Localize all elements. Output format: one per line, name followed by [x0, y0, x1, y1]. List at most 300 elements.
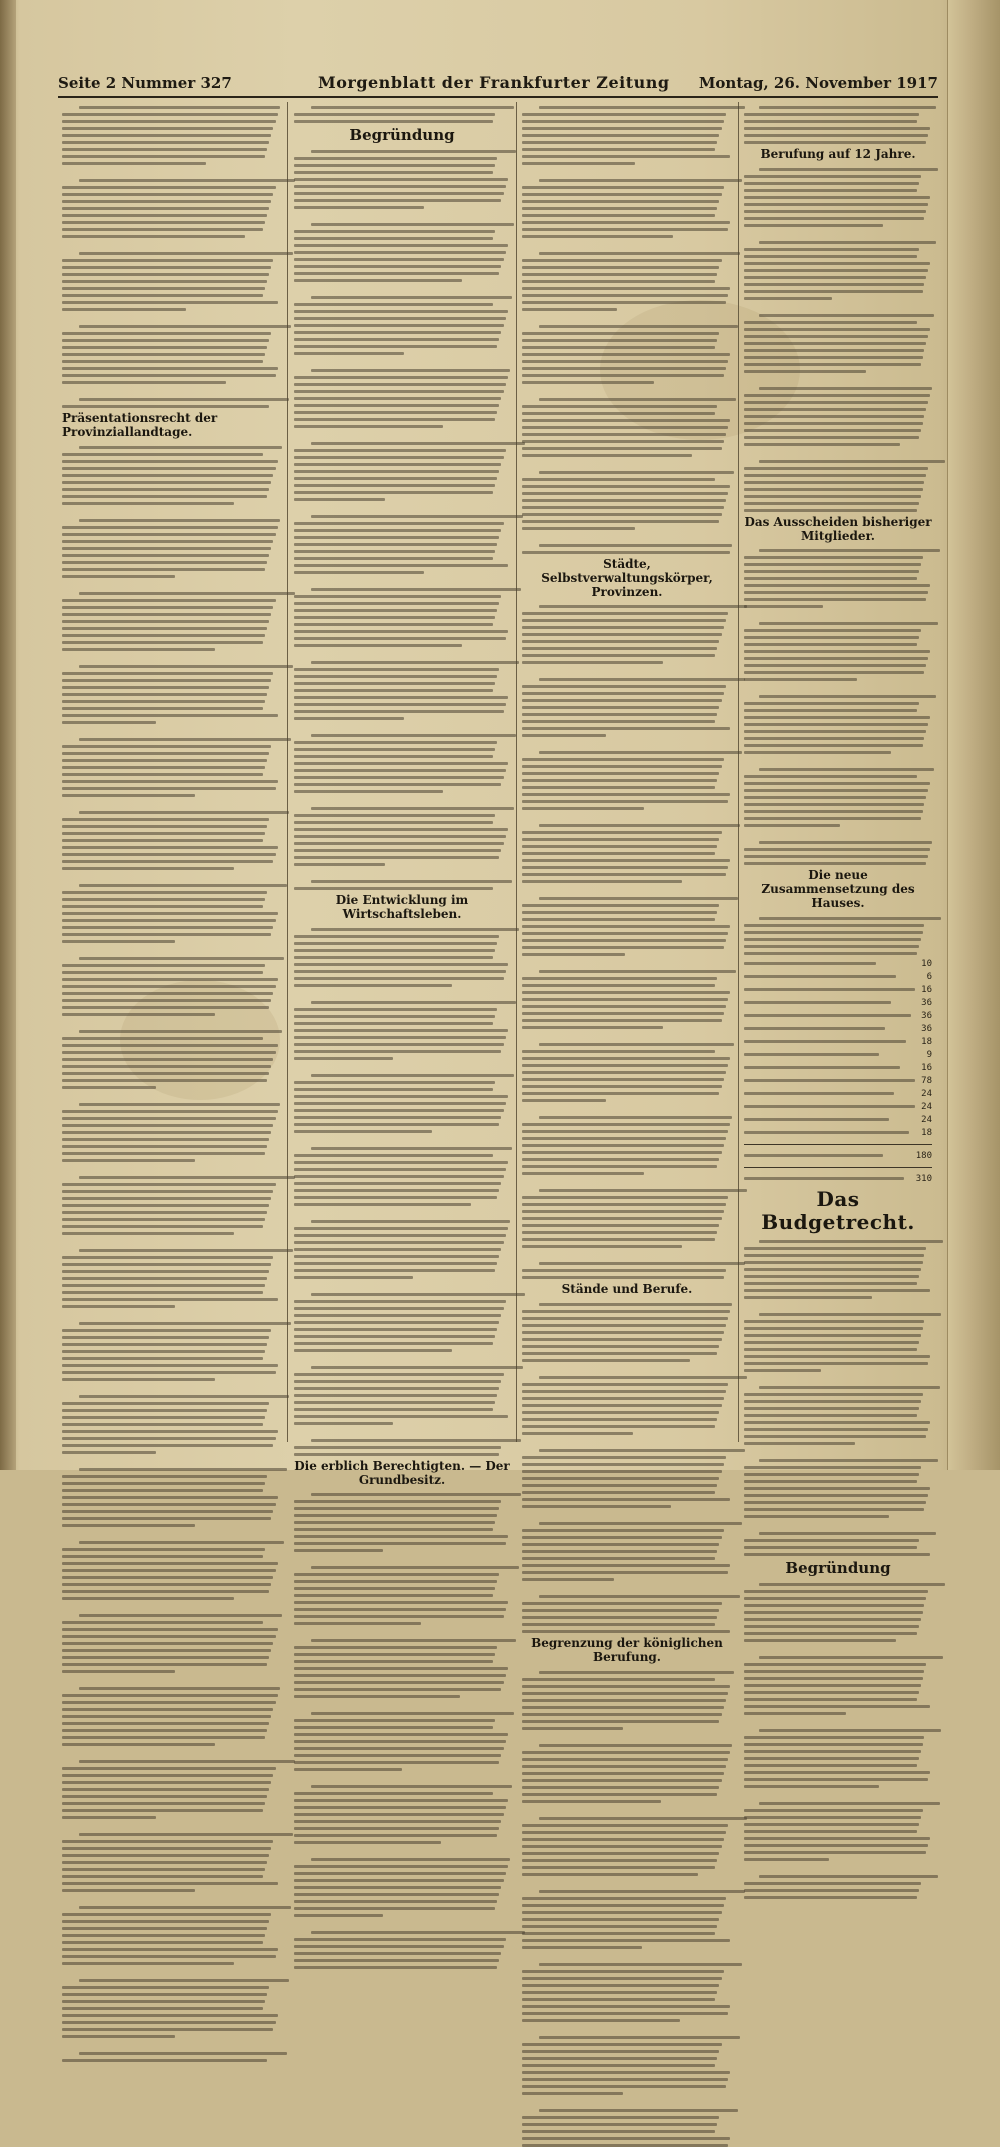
text-line — [62, 1736, 265, 1739]
text-line — [62, 1774, 273, 1777]
text-line — [62, 818, 269, 821]
text-line — [522, 440, 724, 443]
text-line — [522, 1151, 722, 1154]
text-line — [522, 2078, 728, 2081]
text-line — [62, 1503, 276, 1506]
text-line — [522, 1623, 715, 1626]
text-line — [62, 339, 269, 342]
text-line — [522, 141, 717, 144]
text-line — [311, 588, 521, 591]
text-line — [522, 294, 728, 297]
text-line — [744, 1882, 921, 1885]
text-line — [294, 1314, 501, 1317]
text-line — [62, 346, 267, 349]
text-line — [62, 134, 271, 137]
text-line — [294, 1594, 493, 1597]
table-count: 16 — [921, 984, 932, 995]
section-heading: Die Entwicklung im Wirtschaftsleben. — [335, 893, 469, 922]
text-line — [522, 984, 715, 987]
text-line — [522, 367, 726, 370]
text-line — [522, 1529, 724, 1532]
text-line — [294, 1123, 499, 1126]
paragraph-gap — [744, 758, 932, 764]
text-line — [522, 235, 673, 238]
text-line — [62, 374, 276, 377]
text-line — [294, 1057, 393, 1060]
text-line — [744, 1289, 930, 1292]
text-line — [294, 397, 501, 400]
text-line — [294, 1573, 499, 1576]
text-line — [294, 1241, 504, 1244]
text-line — [522, 1699, 726, 1702]
text-line — [759, 1802, 939, 1805]
text-line — [522, 911, 717, 914]
text-line — [522, 1484, 717, 1487]
text-line — [744, 1341, 919, 1344]
text-line — [744, 1597, 926, 1600]
text-line — [522, 626, 724, 629]
text-line — [744, 1736, 924, 1739]
text-line — [522, 845, 717, 848]
text-line — [62, 1913, 271, 1916]
text-line — [522, 1630, 730, 1633]
text-line — [294, 571, 424, 574]
text-line — [522, 1196, 728, 1199]
text-line — [744, 1027, 885, 1030]
text-line — [62, 780, 278, 783]
text-line — [62, 839, 263, 842]
text-line — [522, 1536, 722, 1539]
text-line — [522, 1720, 719, 1723]
text-line — [79, 1395, 288, 1398]
text-line — [522, 1751, 730, 1754]
paragraph-gap — [522, 1953, 732, 1959]
text-line — [294, 244, 508, 247]
text-line — [522, 758, 724, 761]
text-line — [744, 1487, 930, 1490]
text-line — [294, 1834, 497, 1837]
text-line — [294, 317, 506, 320]
text-line — [294, 828, 508, 831]
text-line — [539, 1890, 745, 1893]
paragraph-gap — [294, 1429, 510, 1435]
text-line — [311, 515, 523, 518]
text-line — [294, 352, 404, 355]
text-line — [62, 495, 267, 498]
text-line — [311, 807, 514, 810]
text-line — [539, 179, 743, 182]
text-line — [62, 214, 267, 217]
text-line — [759, 1875, 938, 1878]
paragraph-gap — [522, 1439, 732, 1445]
text-block — [744, 917, 932, 955]
table-count: 6 — [926, 971, 932, 982]
text-line — [744, 855, 928, 858]
text-line — [62, 1986, 269, 1989]
text-line — [744, 502, 919, 505]
text-line — [294, 790, 443, 793]
text-line — [522, 273, 717, 276]
text-line — [744, 217, 924, 220]
text-line — [744, 509, 917, 512]
text-line — [522, 706, 719, 709]
text-line — [294, 185, 506, 188]
text-line — [311, 1439, 521, 1442]
text-line — [294, 1161, 508, 1164]
text-line — [744, 1442, 855, 1445]
text-line — [744, 1618, 921, 1621]
text-line — [744, 1369, 821, 1372]
text-line — [522, 551, 730, 554]
paragraph-gap — [294, 724, 510, 730]
text-line — [62, 1517, 271, 1520]
text-line — [759, 106, 936, 109]
text-line — [294, 1653, 495, 1656]
text-line — [522, 1793, 717, 1796]
text-line — [79, 1249, 293, 1252]
text-line — [744, 1480, 917, 1483]
text-line — [744, 1539, 919, 1542]
paragraph-gap — [744, 1522, 932, 1528]
text-line — [522, 346, 715, 349]
text-line — [522, 1310, 730, 1313]
text-line — [522, 485, 730, 488]
text-line — [522, 699, 722, 702]
text-line — [62, 148, 267, 151]
text-line — [744, 716, 930, 719]
text-line — [294, 522, 504, 525]
paragraph-gap — [522, 1880, 732, 1886]
text-line — [744, 262, 930, 265]
text-line — [79, 592, 295, 595]
text-line — [744, 276, 926, 279]
text-line — [62, 919, 276, 922]
text-line — [62, 1065, 271, 1068]
text-line — [62, 1583, 271, 1586]
text-line — [62, 1402, 269, 1405]
text-line — [294, 1768, 402, 1771]
text-line — [294, 1615, 504, 1618]
text-line — [62, 1298, 278, 1301]
text-line — [744, 563, 921, 566]
text-line — [539, 1376, 747, 1379]
text-line — [539, 471, 734, 474]
text-line — [62, 460, 278, 463]
text-line — [744, 1282, 917, 1285]
text-line — [62, 648, 215, 651]
text-line — [62, 1444, 273, 1447]
text-line — [79, 325, 290, 328]
text-line — [744, 1837, 930, 1840]
text-line — [522, 1477, 719, 1480]
text-line — [744, 1334, 921, 1337]
text-line — [744, 577, 917, 580]
text-line — [522, 1383, 728, 1386]
text-line — [62, 714, 278, 717]
text-line — [62, 1621, 263, 1624]
text-line — [522, 433, 726, 436]
text-line — [311, 1712, 514, 1715]
text-line — [294, 1945, 504, 1948]
text-line — [79, 1030, 282, 1033]
text-line — [62, 745, 271, 748]
text-line — [62, 860, 273, 863]
paragraph-gap — [522, 1366, 732, 1372]
text-line — [744, 203, 928, 206]
section-heading: Begründung — [349, 126, 455, 144]
text-line — [62, 2059, 267, 2062]
text-line — [311, 1785, 512, 1788]
paragraph-gap — [522, 2026, 732, 2032]
table-row — [744, 959, 932, 969]
text-line — [522, 1026, 663, 1029]
text-line — [744, 1809, 923, 1812]
text-line — [311, 296, 512, 299]
text-line — [744, 1177, 904, 1180]
text-line — [522, 1064, 728, 1067]
text-line — [522, 360, 728, 363]
text-line — [62, 453, 263, 456]
text-line — [744, 1508, 924, 1511]
text-line — [62, 700, 265, 703]
text-line — [294, 265, 501, 268]
text-line — [294, 1747, 504, 1750]
text-line — [744, 817, 921, 820]
text-line — [294, 449, 506, 452]
text-line — [294, 1681, 504, 1684]
text-line — [522, 1203, 726, 1206]
text-line — [522, 2116, 719, 2119]
text-line — [62, 200, 271, 203]
text-line — [759, 168, 938, 171]
text-line — [522, 1498, 730, 1501]
text-line — [62, 287, 265, 290]
paragraph-gap — [294, 505, 510, 511]
text-line — [522, 1172, 644, 1175]
text-line — [62, 1145, 267, 1148]
text-line — [744, 1414, 917, 1417]
text-line — [62, 1489, 263, 1492]
text-line — [522, 1571, 728, 1574]
text-line — [744, 1771, 930, 1774]
text-line — [62, 825, 267, 828]
text-line — [522, 720, 715, 723]
text-line — [744, 848, 930, 851]
text-line — [744, 196, 930, 199]
text-line — [79, 1760, 295, 1763]
text-line — [62, 978, 278, 981]
text-line — [294, 1043, 504, 1046]
text-line — [311, 1147, 512, 1150]
text-line — [744, 1066, 900, 1069]
text-line — [522, 527, 635, 530]
text-line — [744, 643, 917, 646]
text-line — [539, 1744, 732, 1747]
text-line — [744, 443, 900, 446]
text-line — [294, 1608, 506, 1611]
text-line — [62, 599, 276, 602]
section-heading: Das Ausscheiden bisheriger Mitglieder. — [744, 514, 932, 543]
text-line — [62, 1816, 156, 1819]
text-line — [522, 113, 726, 116]
text-line — [294, 1549, 383, 1552]
text-line — [522, 1144, 724, 1147]
table-count: 36 — [921, 997, 932, 1008]
text-line — [522, 1359, 690, 1362]
page-header — [58, 74, 938, 98]
text-line — [62, 1475, 267, 1478]
text-line — [744, 210, 926, 213]
text-line — [311, 150, 516, 153]
text-line — [79, 1614, 282, 1617]
text-line — [539, 1043, 734, 1046]
paragraph-gap — [294, 991, 510, 997]
table-count: 78 — [921, 1075, 932, 1086]
text-line — [522, 685, 726, 688]
text-line — [522, 120, 724, 123]
text-line — [522, 1078, 724, 1081]
text-line — [744, 605, 823, 608]
text-line — [62, 1364, 278, 1367]
text-line — [294, 1938, 506, 1941]
text-line — [744, 1764, 917, 1767]
text-line — [79, 398, 288, 401]
text-line — [744, 1698, 917, 1701]
text-line — [62, 120, 276, 123]
text-line — [62, 1037, 263, 1040]
text-line — [79, 252, 293, 255]
text-line — [62, 1743, 215, 1746]
text-line — [522, 633, 722, 636]
text-line — [62, 721, 156, 724]
paragraph-gap — [62, 874, 280, 880]
paragraph-gap — [294, 286, 510, 292]
text-line — [744, 1712, 846, 1715]
paragraph-gap — [744, 1376, 932, 1382]
text-line — [294, 345, 497, 348]
table-row — [744, 1102, 932, 1112]
text-line — [62, 186, 276, 189]
text-line — [744, 401, 928, 404]
text-line — [62, 1371, 276, 1374]
paragraph-gap — [62, 388, 280, 394]
text-line — [62, 1343, 267, 1346]
section-heading: Städte, Selbstverwaltungskörper, Provinzen. — [541, 557, 713, 599]
text-line — [522, 904, 719, 907]
paragraph-gap — [62, 728, 280, 734]
text-line — [522, 1550, 717, 1553]
text-line — [744, 321, 917, 324]
table-count: 18 — [921, 1127, 932, 1138]
text-line — [62, 1934, 265, 1937]
paragraph-gap — [62, 1677, 280, 1683]
text-line — [294, 120, 493, 123]
text-line — [522, 713, 717, 716]
text-line — [62, 1284, 265, 1287]
text-line — [759, 241, 936, 244]
text-block — [522, 1303, 732, 1633]
text-line — [744, 1400, 921, 1403]
text-line — [522, 1217, 722, 1220]
text-line — [62, 891, 267, 894]
text-line — [62, 1597, 234, 1600]
text-line — [294, 1865, 508, 1868]
text-line — [744, 1466, 921, 1469]
text-line — [522, 661, 663, 664]
text-line — [62, 1270, 269, 1273]
text-line — [522, 1210, 724, 1213]
text-line — [62, 1051, 276, 1054]
text-line — [759, 841, 932, 844]
text-line — [62, 502, 234, 505]
text-line — [522, 2137, 730, 2140]
text-line — [294, 1022, 493, 1025]
table-count: 24 — [921, 1114, 932, 1125]
text-line — [744, 723, 928, 726]
text-line — [311, 1493, 521, 1496]
text-line — [294, 1380, 501, 1383]
paragraph-gap — [744, 231, 932, 237]
text-line — [744, 1553, 930, 1556]
text-line — [744, 1296, 872, 1299]
text-line — [294, 237, 493, 240]
text-line — [62, 1204, 269, 1207]
text-line — [62, 127, 273, 130]
text-line — [294, 536, 499, 539]
text-line — [62, 1197, 271, 1200]
paragraph-gap — [294, 1702, 510, 1708]
text-line — [311, 1220, 510, 1223]
text-line — [744, 737, 924, 740]
text-line — [522, 520, 719, 523]
text-line — [522, 734, 606, 737]
text-line — [294, 258, 504, 261]
text-line — [62, 1152, 265, 1155]
text-line — [294, 113, 495, 116]
text-line — [294, 689, 493, 692]
text-line — [294, 425, 443, 428]
text-line — [294, 977, 504, 980]
text-line — [522, 381, 654, 384]
paragraph-gap — [522, 1512, 732, 1518]
text-line — [522, 1609, 719, 1612]
text-line — [62, 1875, 263, 1878]
text-line — [294, 609, 497, 612]
text-line — [62, 1955, 276, 1958]
text-line — [62, 2035, 175, 2038]
text-line — [522, 412, 715, 415]
text-line — [522, 1772, 724, 1775]
text-line — [522, 228, 728, 231]
text-line — [522, 918, 715, 921]
text-line — [62, 1218, 265, 1221]
paragraph-gap — [294, 1137, 510, 1143]
text-line — [294, 1507, 499, 1510]
text-line — [744, 650, 930, 653]
text-line — [744, 678, 857, 681]
text-line — [522, 1602, 722, 1605]
text-line — [62, 933, 271, 936]
column-4 — [740, 102, 936, 1577]
paragraph-gap — [62, 1312, 280, 1318]
text-line — [62, 1329, 271, 1332]
text-line — [744, 1407, 919, 1410]
text-line — [522, 1245, 682, 1248]
text-line — [744, 1705, 930, 1708]
text-line — [62, 693, 267, 696]
text-line — [62, 1159, 195, 1162]
paragraph-gap — [294, 1775, 510, 1781]
